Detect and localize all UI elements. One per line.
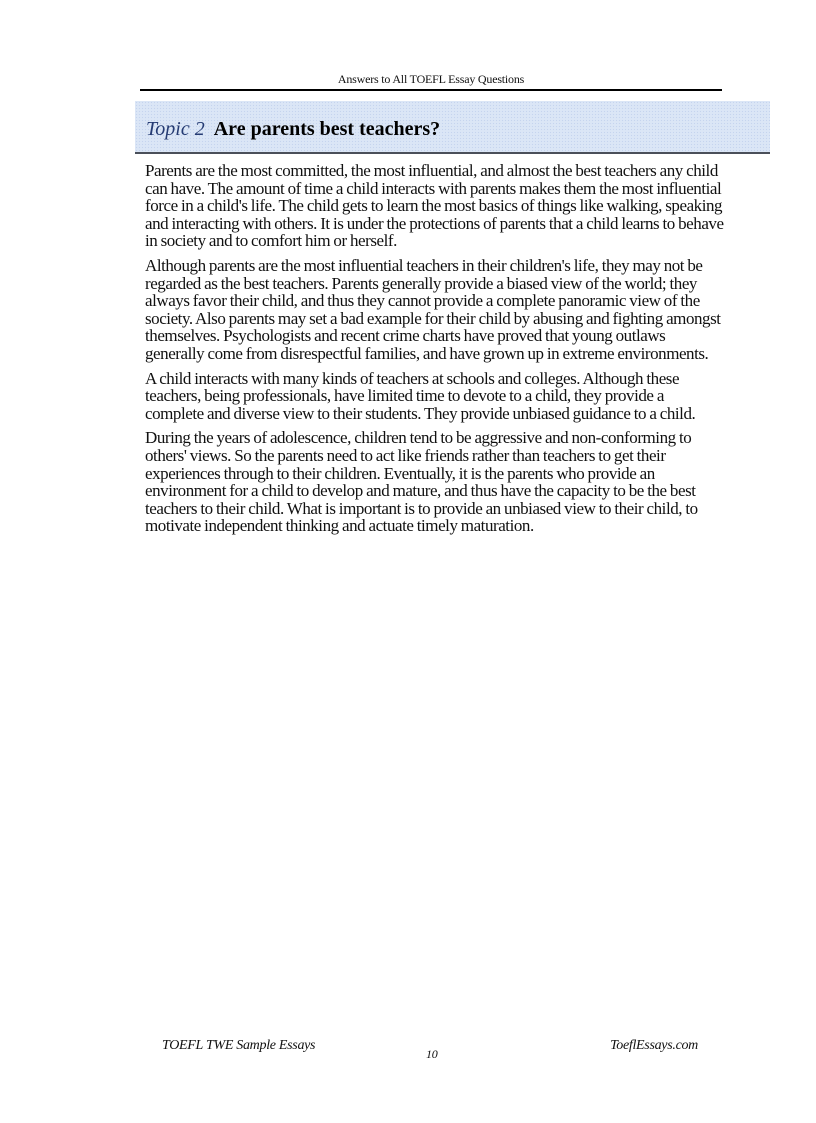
essay-paragraph: A child interacts with many kinds of teachers at schools and colleges. Although these teachers, being professionals, have limited time to devote to a child, they provide a complete and diverse view to their students. They provide unbiased guidance to a child. bbox=[145, 368, 696, 423]
running-header: Answers to All TOEFL Essay Questions bbox=[337, 72, 525, 86]
essay-paragraph: During the years of adolescence, children tend to be aggressive and non-conforming to others' views. So the parents need to act like friends rather than teachers to get their experiences through to their children. Eventually, it is the parents who provide an environment for a child to develop and mature, and thus have the capacity to be the best teachers to their child. What is important is to provide an unbiased view to their child, to motivate independent thinking and actuate timely maturation. bbox=[145, 428, 698, 536]
header-rule bbox=[140, 89, 722, 91]
footer-site: ToeflEssays.com bbox=[610, 1038, 698, 1053]
essay-paragraph: Although parents are the most influential teachers in their children's life, they may not be regarded as the best teachers. Parents generally provide a biased view of the world; they always favor their child, and thus they cannot provide a complete panoramic view of the society. Also parents may set a bad example for their child by abusing and fighting amongst themselves. Psychologists and recent crime charts have proved that young outlaws generally come from disrespectful families, and have grown up in extreme environments. bbox=[145, 255, 721, 363]
topic-number: Topic 2 bbox=[146, 118, 205, 140]
topic-banner bbox=[135, 101, 770, 154]
footer-book-title: TOEFL TWE Sample Essays bbox=[162, 1038, 316, 1053]
essay-body bbox=[145, 162, 725, 542]
page-footer bbox=[162, 1038, 698, 1068]
essay-paragraph: Parents are the most committed, the most influential, and almost the best teachers any child can have. The amount of time a child interacts with parents makes them the most influential force in a child's life. The child gets to learn the most basics of things like walking, speaking and interacting with others. It is under the protections of parents that a child learns to behave in society and to comfort him or herself. bbox=[145, 161, 724, 251]
topic-heading: Are parents best teachers? bbox=[213, 118, 441, 140]
topic-title bbox=[146, 118, 440, 141]
page-number: 10 bbox=[426, 1047, 438, 1061]
